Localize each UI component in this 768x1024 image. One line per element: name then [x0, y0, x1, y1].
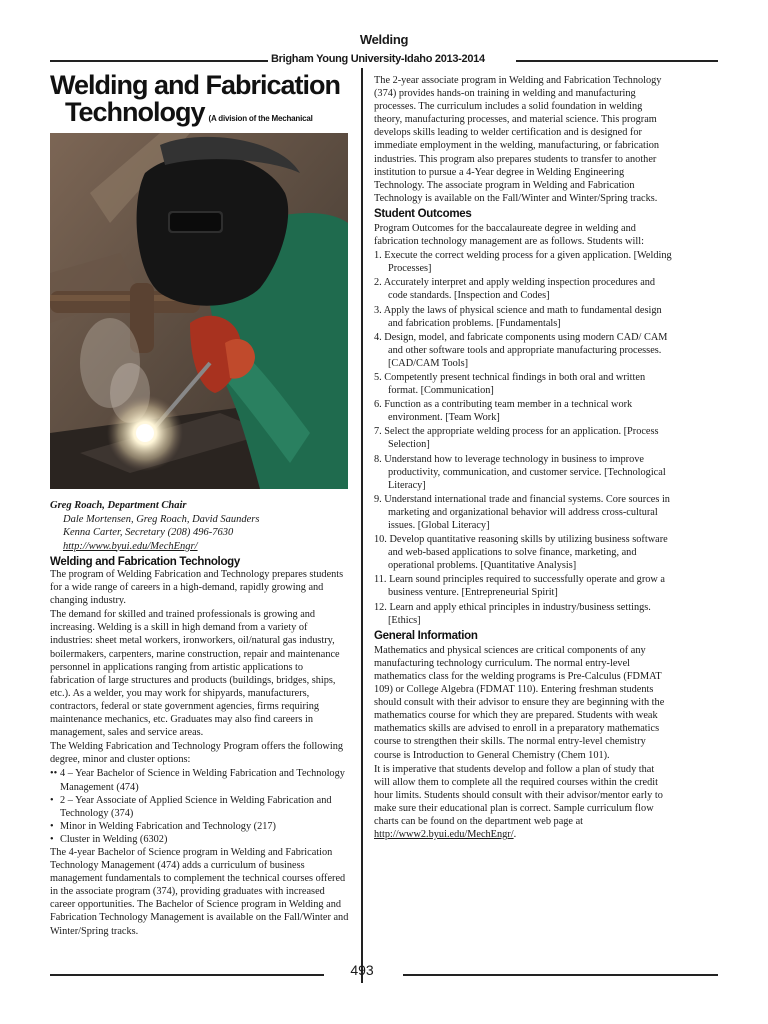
list-item: 11. Learn sound principles required to successfully operate and grow a business venture. [Entrepreneurial Spirit]: [374, 574, 665, 599]
demand-paragraph: The demand for skilled and trained professionals is growing and increasing. Welding is a skill in high demand from a variety of industries: sheet metal workers, ironworkers, oil/natural gas industry, boilermakers, carpenters, marine construction, repair and maintenance personnel in applications ranging from artistic applications to fabrication of large structures and products (buildings, bridges, ships, etc.). As a welder, you may work for shipyards, manufacturers, contractors, federal or state government agencies, firms requiring maintenance mechanics, etc. Graduates may also find careers in management, sales and service areas.: [50, 609, 340, 739]
study-plan-paragraph: It is imperative that students develop and follow a plan of study that will allow them to complete all the required courses within the credit hour limits. Students should consult with their advisor/mentor early to make sure their educational plan is correct. Sample curriculum flow charts can be found on the department web page at http://www2.byui.edu/MechEngr/.: [374, 763, 663, 841]
page-title-line2: Technology: [65, 97, 205, 127]
division-note: (A division of the Mechanical: [208, 114, 313, 123]
bachelor-program-paragraph: The 4-year Bachelor of Science program in Welding and Fabrication Technology Management (474) adds a curriculum of business management fundamentals to complement the technical courses offered in the associate program (374), providing graduates with increased career opportunities. The Bachelor of Science program in Welding and Fabrication Technology Management is available on the Fall/Winter and Winter/Spring tracks.: [50, 846, 349, 937]
department-url-link[interactable]: http://www.byui.edu/MechEngr/: [63, 540, 198, 552]
curriculum-url-link[interactable]: http://www2.byui.edu/MechEngr/: [374, 829, 514, 841]
footer-rule-right: [403, 974, 718, 976]
list-item: 2. Accurately interpret and apply welding inspection procedures and code standards. [Inspection and Codes]: [374, 277, 656, 302]
header-rule-right: [516, 60, 718, 62]
faculty-list: Dale Mortensen, Greg Roach, David Saunders: [63, 513, 260, 525]
right-column-body: [374, 74, 672, 842]
associate-program-paragraph: The 2-year associate program in Welding and Fabrication Technology (374) provides hands-on training in welding and manufacturing processes. The curriculum includes a solid foundation in welding theory, manufacturing processes, and material science. This program develops skills leading to welder certification and is designed for immediate employment in the welding, manufacturing, or fabrication industries. This program also prepares students to transfer to another institution to pursue a 4-Year degree in Welding Engineering Technology. The associate program in Welding and Fabrication Technology is available on the Fall/Winter and Winter/Spring tracks.: [374, 75, 662, 204]
page-number: 493: [350, 962, 374, 978]
left-column-body: [50, 556, 350, 939]
footer-rule-left: [50, 974, 324, 976]
program-intro-paragraph: The program of Welding Fabrication and Technology prepares students for a wide range of careers in a high-demand, rapidly growing and changing industry.: [50, 569, 344, 607]
list-item: 8. Understand how to leverage technology in business to improve productivity, communication, and customer service. [Technological Literacy]: [374, 453, 666, 491]
general-info-paragraph: Mathematics and physical sciences are critical components of any manufacturing technology curriculum. The normal entry-level mathematics class for the welding programs is Pre-Calculus (FDMAT 109) or College Algebra (FDMAT 110). Entering freshman students should consult with their advisor to ensure they are beginning with the mathematics course for which they are prepared. Students with weak mathematics skills are advised to enroll in a preparatory mathematics course to strengthen their skills. The normal entry-level chemistry course is Introduction to General Chemistry (Chem 101).: [374, 644, 665, 761]
options-intro-paragraph: The Welding Fabrication and Technology Program offers the following degree, minor and cluster options:: [50, 741, 343, 766]
staff-credits: [50, 499, 350, 553]
section-heading-general: General Information: [374, 629, 478, 642]
welder-illustration: [50, 133, 348, 489]
list-item: •• 4 – Year Bachelor of Science in Welding Fabrication and Technology Management (474): [50, 768, 345, 793]
list-item: 5. Competently present technical findings in both oral and written format. [Communication]: [374, 371, 646, 397]
list-item: 1. Execute the correct welding process for a given application. [Welding Processes]: [374, 250, 672, 275]
list-item: 3. Apply the laws of physical science and math to fundamental design and fabrication problems. [Fundamentals]: [374, 304, 662, 329]
list-item: • 2 – Year Associate of Applied Science in Welding Fabrication and Technology (374): [50, 794, 332, 819]
department-chair: Greg Roach, Department Chair: [50, 500, 187, 511]
running-header-institution: Brigham Young University-Idaho 2013-2014: [268, 53, 488, 65]
list-item: • Minor in Welding Fabrication and Technology (217): [50, 820, 276, 832]
section-heading-outcomes: Student Outcomes: [374, 207, 472, 220]
list-item: 12. Learn and apply ethical principles in industry/business settings. [Ethics]: [374, 601, 651, 626]
list-item: • Cluster in Welding (6302): [50, 833, 168, 845]
list-item: 10. Develop quantitative reasoning skills by utilizing business software and web-based applications to solve finance, marketing, and operational problems. [Quantitative Analysis]: [374, 534, 668, 572]
outcomes-intro-paragraph: Program Outcomes for the baccalaureate degree in welding and fabrication technology management are as follows. Students will:: [374, 222, 644, 248]
list-item: 9. Understand international trade and financial systems. Core sources in marketing and organizational behavior will address cross-cultural issues. [Global Literacy]: [374, 493, 670, 531]
welder-photo: [50, 133, 348, 489]
outcomes-list: [374, 249, 672, 627]
list-item: 6. Function as a contributing team member in a technical work environment. [Team Work]: [374, 399, 633, 424]
degree-options-list: [50, 767, 350, 846]
list-item: 7. Select the appropriate welding process for an application. [Process Selection]: [374, 426, 659, 451]
secretary-contact: Kenna Carter, Secretary (208) 496-7630: [63, 527, 234, 538]
header-rule-left: [50, 60, 268, 62]
section-heading-program: Welding and Fabrication Technology: [50, 556, 240, 568]
page-title-line1: Welding and Fabrication: [50, 70, 341, 100]
running-header-section: Welding: [359, 32, 409, 47]
column-divider: [361, 68, 363, 983]
list-item: 4. Design, model, and fabricate components using modern CAD/ CAM and other software tools and appropriate manufacturing processes. [CAD/CAM Tools]: [374, 331, 668, 369]
